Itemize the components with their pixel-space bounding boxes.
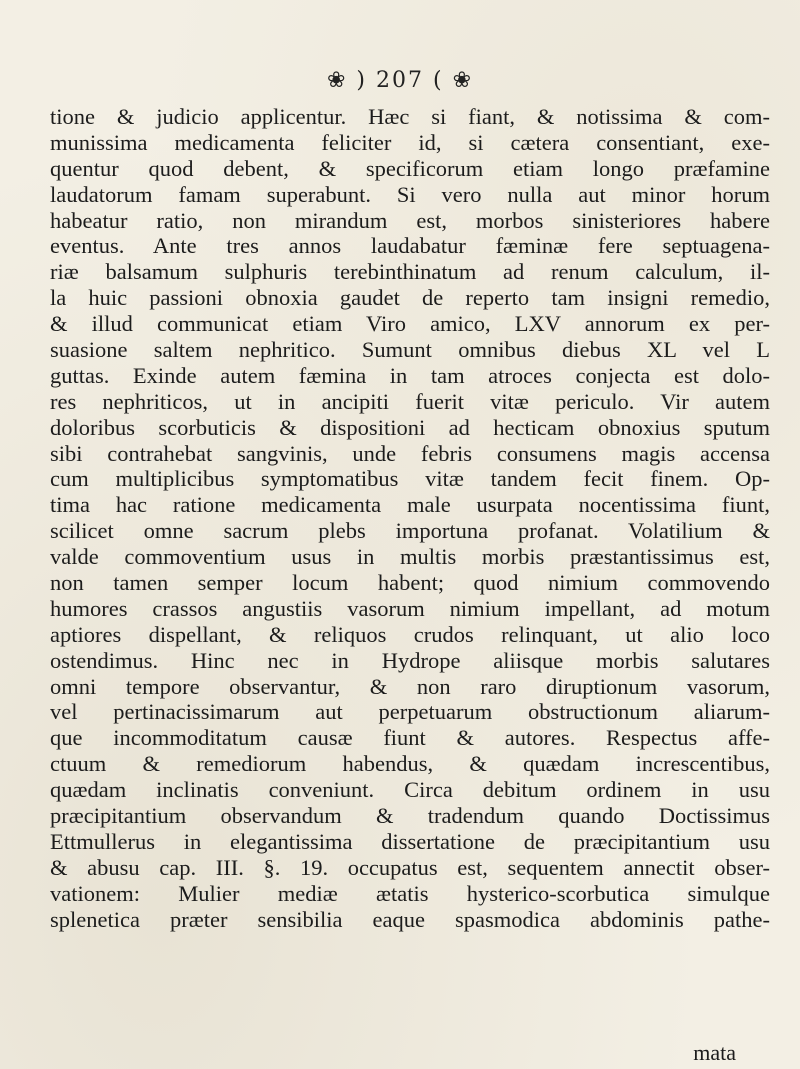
body-text xyxy=(50,104,770,933)
text-line: splenetica præter sensibilia eaque spasmodica abdominis pathe- xyxy=(50,906,770,932)
text-line: vel pertinacissimarum aut perpetuarum obstructionum aliarum- xyxy=(50,699,770,725)
text-line: tione & judicio applicentur. Hæc si fiant, & notissima & com- xyxy=(50,104,770,129)
page-header: ❀ ) 207 ( ❀ xyxy=(327,68,473,93)
text-line: guttas. Exinde autem fæmina in tam atroces conjecta est dolo- xyxy=(50,362,770,388)
text-line: præcipitantium observandum & tradendum quando Doctissimus xyxy=(50,803,770,829)
text-line: cum multiplicibus symptomatibus vitæ tandem fecit finem. Op- xyxy=(50,466,770,492)
text-line: munissima medicamenta feliciter id, si cætera consentiant, exe- xyxy=(50,129,770,155)
text-line: quentur quod debent, & specificorum etiam longo præfamine xyxy=(50,155,770,181)
text-line: aptiores dispellant, & reliquos crudos relinquant, ut alio loco xyxy=(50,621,770,647)
text-line: quædam inclinatis conveniunt. Circa debitum ordinem in usu xyxy=(50,777,770,803)
text-line: valde commoventium usus in multis morbis præstantissimus est, xyxy=(50,544,770,570)
text-line: la huic passioni obnoxia gaudet de reperto tam insigni remedio, xyxy=(50,285,770,311)
text-line: sibi contrahebat sangvinis, unde febris consumens magis accensa xyxy=(50,440,770,466)
text-line: humores crassos angustiis vasorum nimium impellant, ad motum xyxy=(50,595,770,621)
text-line: laudatorum famam superabunt. Si vero nulla aut minor horum xyxy=(50,181,770,207)
text-line: tima hac ratione medicamenta male usurpata nocentissima fiunt, xyxy=(50,492,770,518)
text-line: habeatur ratio, non mirandum est, morbos sinisteriores habere xyxy=(50,207,770,233)
text-line: scilicet omne sacrum plebs importuna profanat. Volatilium & xyxy=(50,518,770,544)
text-line: Ettmullerus in elegantissima dissertatione de præcipitantium usu xyxy=(50,828,770,854)
text-line: non tamen semper locum habent; quod nimium commovendo xyxy=(50,570,770,596)
text-line: & illud communicat etiam Viro amico, LXV annorum ex per- xyxy=(50,311,770,337)
text-line: ostendimus. Hinc nec in Hydrope aliisque morbis salutares xyxy=(50,647,770,673)
text-line: suasione saltem nephritico. Sumunt omnibus diebus XL vel L xyxy=(50,337,770,363)
text-line: riæ balsamum sulphuris terebinthinatum ad renum calculum, il- xyxy=(50,259,770,285)
text-line: doloribus scorbuticis & dispositioni ad hecticam obnoxius sputum xyxy=(50,414,770,440)
text-line: omni tempore observantur, & non raro diruptionum vasorum, xyxy=(50,673,770,699)
text-line: res nephriticos, ut in ancipiti fuerit vitæ periculo. Vir autem xyxy=(50,388,770,414)
text-line: que incommoditatum causæ fiunt & autores. Respectus affe- xyxy=(50,725,770,751)
text-line: ctuum & remediorum habendus, & quædam increscentibus, xyxy=(50,751,770,777)
catchword: mata xyxy=(693,1040,736,1065)
text-line: vationem: Mulier mediæ ætatis hysterico-scorbutica simulque xyxy=(50,880,770,906)
text-line: & abusu cap. III. §. 19. occupatus est, sequentem annectit obser- xyxy=(50,854,770,880)
text-line: eventus. Ante tres annos laudabatur fæminæ fere septuagena- xyxy=(50,233,770,259)
